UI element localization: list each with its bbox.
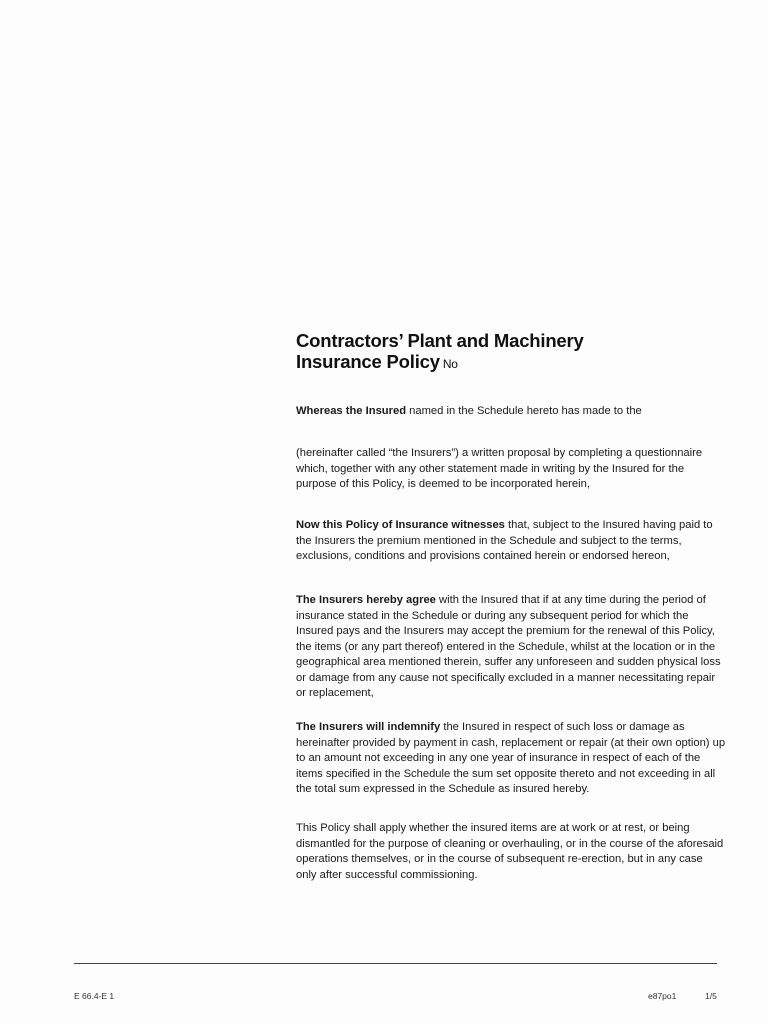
paragraph-whereas [296,404,726,420]
paragraph-lead: Whereas the Insured [296,405,407,417]
paragraph-witnesses [296,518,726,565]
paragraph-agree [296,593,726,702]
title-line-2-text: Insurance Policy [296,351,440,372]
paragraph-indemnify [296,720,726,798]
footer-page-number: 1/5 [705,991,717,1001]
paragraph-text: the Insured in respect of such loss or damage as hereinafter provided by payment in cash, replacement or repair (at their own option) up to an amount not exceeding in any one year of insurance in respect of each of the items specified in the Schedule the sum set opposite thereto and not exceeding in all the total sum expressed in the Schedule as insured hereby. [296,721,726,795]
paragraph-text: This Policy shall apply whether the insured items are at work or at rest, or being dismantled for the purpose of cleaning or overhauling, or in the course of the aforesaid operations themselves, or in the course of subsequent re-erection, but in any case only after successful commissioning. [296,822,724,881]
footer-divider [74,963,717,964]
paragraph-text: with the Insured that if at any time during the period of insurance stated in the Schedule or during any subsequent period for which the Insured pays and the Insurers may accept the premium for the renewal of this Policy, the items (or any part thereof) entered in the Schedule, whilst at the location or in the geographical area mentioned therein, suffer any unforeseen and sudden physical loss or damage from any cause not specifically excluded in a manner necessitating repair or replacement, [296,594,721,699]
paragraph-text: named in the Schedule hereto has made to the [406,405,642,417]
footer-form-code: E 66.4-E 1 [74,991,115,1001]
title-line-1: Contractors’ Plant and Machinery [296,330,584,351]
paragraph-text: (hereinafter called “the Insurers”) a written proposal by completing a questionnaire which, together with any other statement made in writing by the Insured for the purpose of this Policy, is deemed to be incorporated herein, [296,447,703,490]
paragraph-text: that, subject to the Insured having paid to the Insurers the premium mentioned in the Schedule and subject to the terms, exclusions, conditions and provisions contained herein or endorsed hereon, [296,519,713,562]
paragraph-hereinafter [296,446,726,493]
paragraph-lead: Now this Policy of Insurance witnesses [296,519,505,531]
paragraph-scope [296,821,726,883]
footer-document-code: e87po1 [648,991,677,1001]
paragraph-lead: The Insurers hereby agree [296,594,436,606]
policy-title [296,330,736,375]
policy-number-label: No [442,357,458,371]
paragraph-lead: The Insurers will indemnify [296,721,441,733]
title-line-2 [296,351,736,375]
